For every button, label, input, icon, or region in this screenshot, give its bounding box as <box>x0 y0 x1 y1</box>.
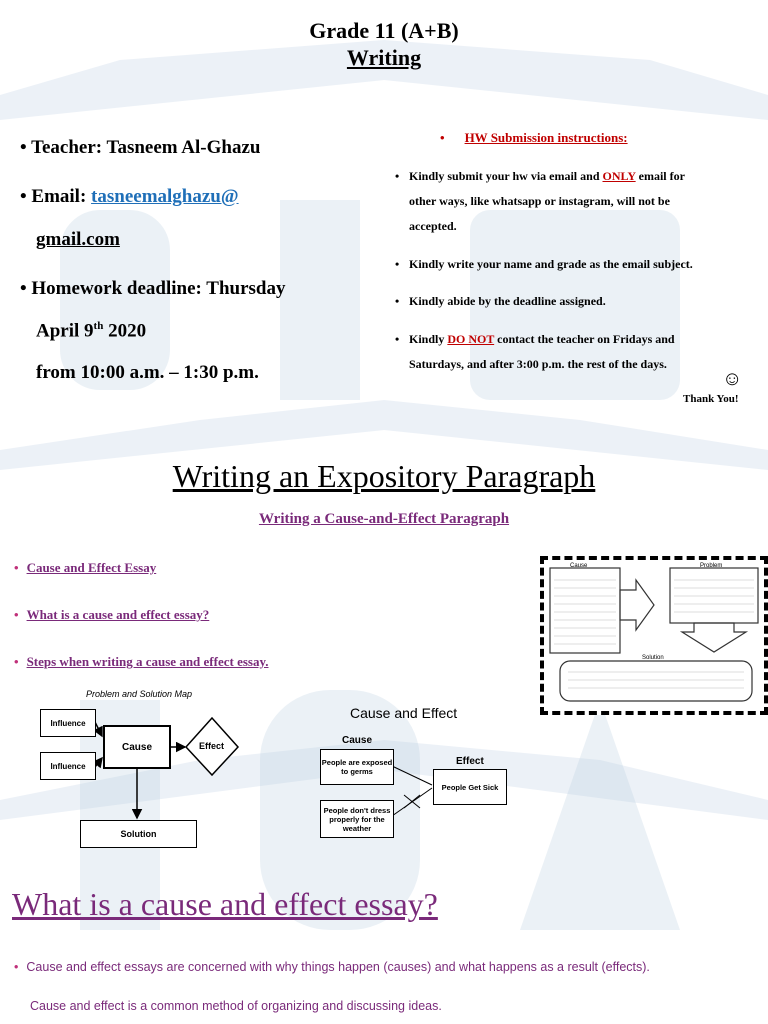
teacher-line: • Teacher: Tasneem Al-Ghazu <box>20 137 261 158</box>
expository-title: Writing an Expository Paragraph <box>172 458 596 494</box>
ps-influence-1: Influence <box>40 709 96 737</box>
essay-line-2: Cause and effect is a common method of organizing and discussing ideas. <box>30 999 442 1013</box>
hw-item-2: • Kindly write your name and grade as the email subject. <box>395 257 693 271</box>
ce-cause-label: Cause <box>342 735 373 746</box>
email-domain[interactable]: gmail.com <box>36 229 120 250</box>
bullet: • <box>20 186 32 207</box>
deadline-line3: from 10:00 a.m. – 1:30 p.m. <box>36 362 259 383</box>
thank-you: Thank You! <box>683 393 739 405</box>
ps-map-title: Problem and Solution Map <box>86 689 193 699</box>
ps-effect: Effect <box>199 741 225 751</box>
link-item-3[interactable]: • Steps when writing a cause and effect essay. <box>14 654 269 669</box>
ps-influence-2: Influence <box>40 752 96 780</box>
ce-cause-1: People are exposed to germs <box>320 749 394 785</box>
deadline-line2: April 9th 2020 <box>36 320 147 342</box>
link-item-2[interactable]: • What is a cause and effect essay? <box>14 607 210 622</box>
deadline-line1: • Homework deadline: Thursday <box>20 278 286 299</box>
ce-cause-2: People don't dress properly for the weather <box>320 800 394 838</box>
ps-solution: Solution <box>80 820 197 848</box>
subject-title: Writing <box>346 45 422 70</box>
organizer-problem-label: Problem <box>700 563 723 569</box>
ce-map-title: Cause and Effect <box>350 705 458 721</box>
email-link[interactable]: tasneemalghazu@ <box>91 186 239 207</box>
essay-question-title: What is a cause and effect essay? <box>12 886 438 922</box>
ce-effect-label: Effect <box>456 756 484 767</box>
smiley-icon: ☺ <box>722 368 743 390</box>
organizer-drawing <box>544 560 764 711</box>
organizer-solution-label: Solution <box>642 655 664 661</box>
organizer-cause-label: Cause <box>570 563 588 569</box>
bullet: • <box>20 278 32 299</box>
hw-item-3: • Kindly abide by the deadline assigned. <box>395 294 606 308</box>
email-line: • Email: tasneemalghazu@ <box>20 186 239 207</box>
essay-line-1: • Cause and effect essays are concerned with why things happen (causes) and what happens as a result (effects). <box>14 960 650 974</box>
hw-item-4: • Kindly DO NOT contact the teacher on Fridays and Saturdays, and after 3:00 p.m. the rest of the days. <box>395 332 675 371</box>
hw-item-1: • Kindly submit your hw via email and ONLY email for other ways, like whatsapp or instagram, will not be accepted. <box>395 169 685 233</box>
graphic-organizer <box>540 556 768 715</box>
link-item-1[interactable]: • Cause and Effect Essay <box>14 560 157 575</box>
hw-title-row <box>440 130 628 146</box>
grade-title: Grade 11 (A+B) <box>309 18 459 43</box>
ce-effect-1: People Get Sick <box>433 769 507 805</box>
bullet: • <box>20 137 32 158</box>
ps-cause: Cause <box>103 725 171 769</box>
cause-effect-subtitle: Writing a Cause-and-Effect Paragraph <box>258 511 510 527</box>
hw-title: HW Submission instructions: <box>464 130 628 145</box>
bullet: • <box>440 130 445 145</box>
